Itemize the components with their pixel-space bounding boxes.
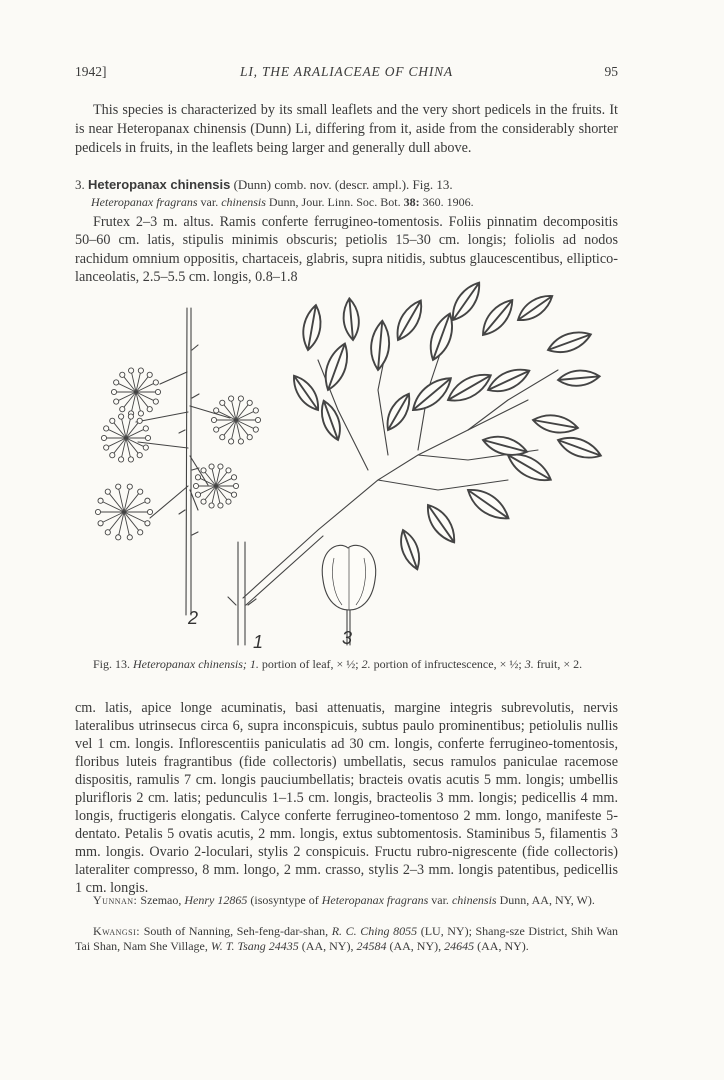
leaflet — [369, 320, 391, 371]
paragraph-species-note: This species is characterized by its small leaflets and the very short pedicels in the fruits. It is near Heteropanax chinensis (Dunn) Li, differing from it, aside from the considerably shorter pedicels in fruits, in the leaflets being larger and generally dull above. — [75, 102, 618, 156]
umbel-fruit — [247, 435, 252, 440]
umbel-fruit — [147, 372, 152, 377]
umbel-fruit — [229, 439, 234, 444]
umbel-fruit — [110, 418, 115, 423]
leaflet — [446, 280, 486, 325]
umbel-fruit — [226, 499, 231, 504]
caption-prefix: Fig. 13. — [93, 657, 131, 671]
umbel-fruit — [220, 435, 225, 440]
umbel-fruit — [120, 407, 125, 412]
umbel-fruit — [153, 399, 158, 404]
umbel-fruit — [247, 400, 252, 405]
umbel-fruit — [209, 503, 214, 508]
header-year: 1942] — [75, 64, 107, 79]
umbel-fruit — [253, 408, 258, 413]
umbel-fruit — [147, 407, 152, 412]
umbel-fruit — [138, 411, 143, 416]
umbel-ray — [216, 420, 236, 430]
umbel-fruit — [114, 380, 119, 385]
umbel-ray — [124, 501, 147, 512]
umbel-fruit — [119, 457, 124, 462]
umbel-fruit — [105, 489, 110, 494]
umbel-cluster — [95, 368, 260, 540]
leaflet — [477, 295, 519, 340]
umbel-fruit — [137, 453, 142, 458]
umbel-fruit — [218, 503, 223, 508]
paragraph-description-start: Frutex 2–3 m. altus. Ramis conferte ferrugineo-tomentosis. Foliis pinnatim decompositis 50–60 cm. latis, stipulis minimis obscuris; petiolis 15–30 cm. longis; foliolis ad nodos rachidum omnium oppositis, chartaceis, glabris, supra nitidis, subtus glaucescentibus, elliptico-lanceolatis, 2.5–5.5 cm. longis, 0.8–1.8 — [75, 214, 618, 286]
leaflet-group — [288, 280, 604, 572]
leaflet — [421, 500, 461, 547]
umbel-fruit — [233, 483, 238, 488]
species-number: 3. — [75, 177, 85, 192]
leaflet — [342, 298, 361, 341]
kwangsi-number-2: 24645 — [444, 939, 475, 954]
synonym-rank: var. — [200, 195, 219, 209]
umbel-fruit — [110, 453, 115, 458]
figure-caption — [75, 657, 618, 673]
umbel-fruit — [98, 521, 103, 526]
specimen-kwangsi — [75, 924, 618, 955]
fruit-branch — [136, 372, 230, 518]
umbel-ray — [136, 382, 156, 392]
umbel-fruit — [128, 414, 133, 419]
yunnan-herbaria: Dunn, AA, NY, W). — [499, 893, 595, 907]
umbel-fruit — [209, 464, 214, 469]
leaflet — [555, 432, 603, 463]
umbel-fruit — [147, 509, 152, 514]
yunnan-var: chinensis — [451, 893, 497, 907]
umbel-ray — [236, 410, 256, 420]
caption-part1: portion of leaf, × ½; — [261, 657, 359, 671]
umbel-fruit — [120, 372, 125, 377]
kwangsi-collector-2: W. T. Tsang 24435 — [210, 939, 299, 954]
umbel-fruit — [116, 484, 121, 489]
umbel-fruit — [201, 499, 206, 504]
umbel-fruit — [105, 530, 110, 535]
leaflet — [463, 483, 514, 526]
umbel-fruit — [238, 439, 243, 444]
species-heading — [75, 177, 453, 193]
umbel-fruit — [127, 484, 132, 489]
umbel-ray — [101, 501, 124, 512]
umbel-fruit — [128, 457, 133, 462]
umbel-fruit — [195, 492, 200, 497]
umbel-ray — [106, 438, 126, 448]
umbel-ray — [126, 428, 146, 438]
caption-part3-num: 3. — [524, 657, 534, 671]
umbel-fruit — [145, 498, 150, 503]
synonym-var: chinensis — [221, 195, 266, 209]
leaflet — [300, 304, 324, 352]
umbel-ray — [124, 512, 147, 523]
umbel-fruit — [143, 426, 148, 431]
leaflet — [557, 369, 600, 388]
umbel-ray — [116, 392, 136, 402]
caption-part2-num: 2. — [361, 657, 371, 671]
caption-part2: portion of infructescence, × ½; — [373, 657, 522, 671]
kwangsi-locality-1: South of Nanning, Seh-feng-dar-shan, — [143, 924, 329, 938]
umbel-fruit — [231, 492, 236, 497]
umbel-ray — [106, 428, 126, 438]
umbel-ray — [101, 512, 124, 523]
caption-taxon: Heteropanax chinensis; — [133, 657, 247, 671]
umbel-ray — [136, 392, 156, 402]
kwangsi-locality-2: (LU, NY); Shang-sze District, Shih Wan Tai Shan, Nam She Village, — [75, 924, 619, 954]
umbel-fruit — [229, 396, 234, 401]
kwangsi-number-1: 24584 — [356, 939, 387, 954]
umbel-fruit — [226, 468, 231, 473]
synonym-line — [91, 195, 474, 210]
umbel-ray — [116, 382, 136, 392]
leaflet — [381, 390, 415, 434]
umbel-fruit — [253, 427, 258, 432]
yunnan-locality: Szemao, — [140, 893, 182, 907]
umbel-fruit — [137, 418, 142, 423]
leaf-petiole — [238, 400, 528, 645]
running-header — [75, 64, 618, 86]
umbel-fruit — [145, 435, 150, 440]
species-authority: (Dunn) comb. nov. (descr. ampl.). Fig. 13. — [233, 177, 453, 192]
synonym-name: Heteropanax fragrans — [91, 195, 198, 209]
umbel-fruit — [218, 464, 223, 469]
umbel-fruit — [111, 389, 116, 394]
umbel-fruit — [255, 417, 260, 422]
umbel-fruit — [101, 435, 106, 440]
umbel-fruit — [214, 427, 219, 432]
umbel-ray — [236, 420, 256, 430]
species-name: Heteropanax chinensis — [88, 177, 231, 192]
umbel-fruit — [214, 408, 219, 413]
infructescence-stem — [186, 308, 191, 615]
caption-part3: fruit, × 2. — [536, 657, 583, 671]
umbel-fruit — [211, 417, 216, 422]
umbel-fruit — [104, 426, 109, 431]
yunnan-collector: Henry 12865 — [184, 893, 248, 907]
umbel-fruit — [104, 445, 109, 450]
botanical-illustration — [88, 280, 648, 655]
leaflet — [396, 527, 424, 571]
umbel-fruit — [195, 475, 200, 480]
header-title: LI, THE ARALIACEAE OF CHINA — [240, 64, 453, 79]
umbel-fruit — [145, 521, 150, 526]
kwangsi-herbaria-2: (AA, NY), — [389, 939, 442, 954]
umbel-fruit — [95, 509, 100, 514]
leaflet — [320, 341, 354, 393]
umbel-fruit — [98, 498, 103, 503]
umbel-fruit — [220, 400, 225, 405]
umbel-fruit — [138, 368, 143, 373]
umbel-fruit — [155, 389, 160, 394]
province-yunnan: Yunnan: — [93, 893, 138, 907]
leaflet — [532, 412, 580, 436]
leaflet — [391, 296, 428, 344]
specimen-yunnan — [75, 893, 618, 908]
yunnan-taxon: Heteropanax fragrans — [321, 893, 429, 907]
leaflet — [444, 368, 496, 408]
kwangsi-herbaria-1: (AA, NY), — [301, 939, 354, 954]
fruit-detail — [322, 545, 376, 610]
umbel-fruit — [153, 380, 158, 385]
umbel-fruit — [193, 483, 198, 488]
caption-part1-num: 1. — [249, 657, 259, 671]
yunnan-note: (isosyntype of — [250, 893, 319, 907]
leaflet — [485, 363, 533, 397]
umbel-fruit — [201, 468, 206, 473]
synonym-volume: 38: — [403, 195, 420, 209]
leaflet — [514, 290, 557, 326]
umbel-fruit — [238, 396, 243, 401]
umbel-fruit — [129, 368, 134, 373]
kwangsi-herbaria-3: (AA, NY). — [477, 939, 529, 954]
leaflet — [317, 398, 345, 442]
umbel-fruit — [127, 535, 132, 540]
umbel-fruit — [138, 489, 143, 494]
umbel-fruit — [231, 475, 236, 480]
umbel-fruit — [138, 530, 143, 535]
kwangsi-collector-1: R. C. Ching 8055 — [331, 924, 418, 938]
synonym-pages: 360. 1906. — [422, 195, 474, 209]
umbel-fruit — [116, 535, 121, 540]
umbel-fruit — [143, 445, 148, 450]
umbel-fruit — [119, 414, 124, 419]
figure-label-1: 1 — [253, 632, 264, 652]
page-number: 95 — [604, 64, 618, 79]
figure-label-2: 2 — [188, 608, 199, 628]
figure-label-3: 3 — [342, 628, 353, 648]
leaflet — [545, 327, 593, 358]
leaflet — [288, 371, 324, 414]
umbel-fruit — [114, 399, 119, 404]
province-kwangsi: Kwangsi: — [93, 924, 141, 938]
yunnan-rank: var. — [431, 893, 449, 907]
synonym-ref: Dunn, Jour. Linn. Soc. Bot. — [268, 195, 401, 209]
paragraph-description-cont: cm. latis, apice longe acuminatis, basi attenuatis, margine integris subrevolutis, nervis lateralibus utrinsecus circa 6, supra inconspicuis, subtus paulo prominentibus; petiolulis nullis vel 1 cm. longis. Inflorescentiis paniculatis ad 30 cm. longis, conferte ferrugineo-tomentosis, floribus luteis fragrantibus (fide collectoris) umbellatis, secus ramulos paniculae racemose dispositis, ramulis 7 cm. longis pauciumbellatis; bracteis ovatis acutis 5 mm. longis; umbellis plurifloris 2 cm. latis; pedunculis 1–1.5 cm. longis, bracteolis 3 mm. longis; pedicellis 4 mm. longis, fructigeris elongatis. Calyce conferte ferrugineo-tomentoso 2 mm. longo, manifeste 5-dentato. Petalis 5 ovatis acutis, 2 mm. longis, extus subtomentosis. Staminibus 5, filamentis 3 mm. longis. Ovario 2-loculari, stylis 2 conspicuis. Fructu rubro-nigrescente (fide collectoris) lateraliter compresso, 8 mm. longo, 2 mm. crasso, stylis 2–3 mm. longis patentibus, pedicellis 1 cm. longis. — [75, 700, 618, 896]
